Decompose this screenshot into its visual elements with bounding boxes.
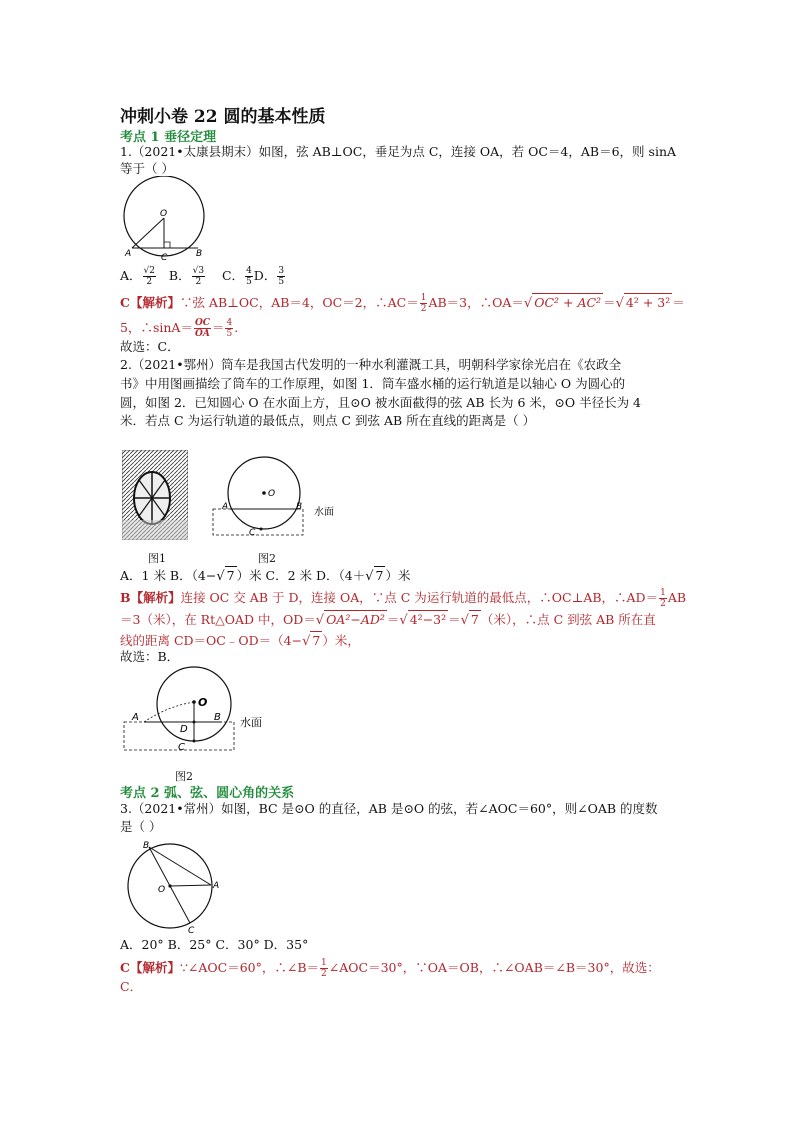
q2-figure-1-illustration	[122, 450, 188, 540]
q1-frac-c: $\frac{4}{5}$	[246, 266, 252, 287]
q1-option-c[interactable]: C．	[221, 268, 245, 283]
section-2-heading: 考点 2 弧、弦、圆心角的关系	[120, 786, 295, 801]
q2-options: A．1 米 B．（4−√ 7 ）米 C．2 米 D．（4＋√ 7 ）米	[120, 568, 411, 584]
q1-option-b[interactable]: B．	[168, 268, 191, 283]
q1-frac-a: $\frac{√2}{2}$	[143, 266, 155, 287]
q2-text-line-3: 圆，如图 2．已知圆心 O 在水面上方，且⊙O 被水面截得的弦 AB 长为 6 米，⊙O 半径长为 4	[120, 395, 641, 410]
q3-solution-line-1: C【解析】∵∠AOC＝60°，∴∠B＝ $\frac{1}{2}$ ∠AOC＝30°，∵OA＝OB，∴∠OAB＝∠B＝30°，故选：	[120, 958, 660, 979]
q3-text-line-2: 是（ ）	[120, 819, 162, 834]
q2-sol-water-label: 水面	[240, 716, 262, 729]
q2-text-line-4: 米．若点 C 为运行轨道的最低点，则点 C 到弦 AB 所在直线的距离是（ ）	[120, 413, 536, 428]
q2-fig2-label-a: A	[222, 502, 229, 512]
q2-solution-line-3: 线的距离 CD＝OC﹣OD＝（4−√ 7 ）米，	[120, 633, 360, 649]
q3-label-b: B	[143, 841, 150, 851]
q2-sol-label-b: B	[214, 712, 221, 723]
q3-label-o: O	[158, 885, 166, 895]
q3-label-c: C	[188, 926, 195, 936]
q3-text-line-1: 3.（2021•常州）如图，BC 是⊙O 的直径，AB 是⊙O 的弦，若∠AOC＝60°，则∠OAB 的度数	[120, 801, 658, 816]
q2-text-line-2: 书》中用图画描绘了筒车的工作原理，如图 1．筒车盛水桶的运行轨道是以轴心 O 为圆心的	[120, 376, 626, 391]
q3-options: A．20° B．25° C．30° D．35°	[120, 937, 309, 952]
q2-solution-figure-caption: 图2	[175, 770, 193, 783]
q1-option-a[interactable]: A．	[120, 268, 142, 283]
q2-text-line-1: 2.（2021•鄂州）筒车是我国古代发明的一种水利灌溉工具，明朝科学家徐光启在《农政全	[120, 357, 622, 372]
q1-final-answer: 故选：C．	[120, 339, 180, 354]
page-title: 冲刺小卷 22 圆的基本性质	[120, 107, 326, 127]
q2-figure-2-caption: 图2	[258, 552, 276, 565]
q3-solution-line-2: C．	[120, 979, 143, 994]
q2-fig2-label-b: B	[296, 502, 303, 512]
q2-fig2-label-o: O	[268, 489, 276, 499]
q2-solution-figure	[118, 662, 278, 758]
q1-label-c: C	[161, 253, 168, 263]
q2-sol-label-d: D	[180, 724, 188, 735]
q3-label-a: A	[213, 881, 220, 891]
q2-final-answer: 故选：B．	[120, 649, 180, 664]
q1-frac-b: $\frac{√3}{2}$	[192, 266, 205, 287]
q1-label-a: A	[125, 249, 132, 259]
q1-option-d[interactable]: D．	[253, 268, 277, 283]
q2-solution-line-1: B【解析】连接 OC 交 AB 于 D，连接 OA，∵点 C 为运行轨道的最低点，∴OC⊥AB，∴AD＝ $\frac{1}{2}$ AB	[120, 588, 687, 609]
q2-fig2-water-label: 水面	[314, 507, 334, 518]
q1-figure-circle	[118, 176, 210, 264]
q1-label-o: O	[160, 209, 168, 219]
q2-figure-2-diagram	[208, 455, 348, 540]
q1-solution-line-2: 5，∴sinA＝ $\frac{OC}{OA}$ ＝ $\frac{4}{5}$ .	[120, 318, 239, 339]
q1-solution-line-1: C【解析】∵弦 AB⊥OC，AB＝4，OC＝2，∴AC＝ $\frac{1}{2}$ AB＝3，∴OA＝√ OC² + AC² ＝√ 4² + 3² ＝	[120, 293, 685, 314]
q1-options	[120, 266, 286, 287]
q2-fig2-label-c: C	[249, 528, 256, 538]
q1-frac-d: $\frac{3}{5}$	[278, 266, 285, 287]
q3-figure-circle	[118, 836, 228, 936]
q2-sol-label-a: A	[132, 712, 139, 723]
q2-sol-label-o: O	[198, 696, 208, 709]
q1-text-line-1: 1.（2021•太康县期末）如图，弦 AB⊥OC，垂足为点 C，连接 OA，若 OC＝4，AB＝6，则 sinA	[120, 144, 677, 159]
section-1-heading: 考点 1 垂径定理	[120, 130, 217, 145]
q2-figure-1-caption: 图1	[148, 552, 166, 565]
q2-solution-line-2: ＝3（米），在 Rt△OAD 中，OD＝√ OA²−AD² ＝√ 4²−3² ＝√ 7 （米），∴点 C 到弦 AB 所在直	[120, 612, 656, 628]
q1-text-line-2: 等于（ ）	[120, 161, 174, 176]
q1-label-b: B	[196, 249, 203, 259]
q2-sol-label-c: C	[178, 742, 185, 753]
